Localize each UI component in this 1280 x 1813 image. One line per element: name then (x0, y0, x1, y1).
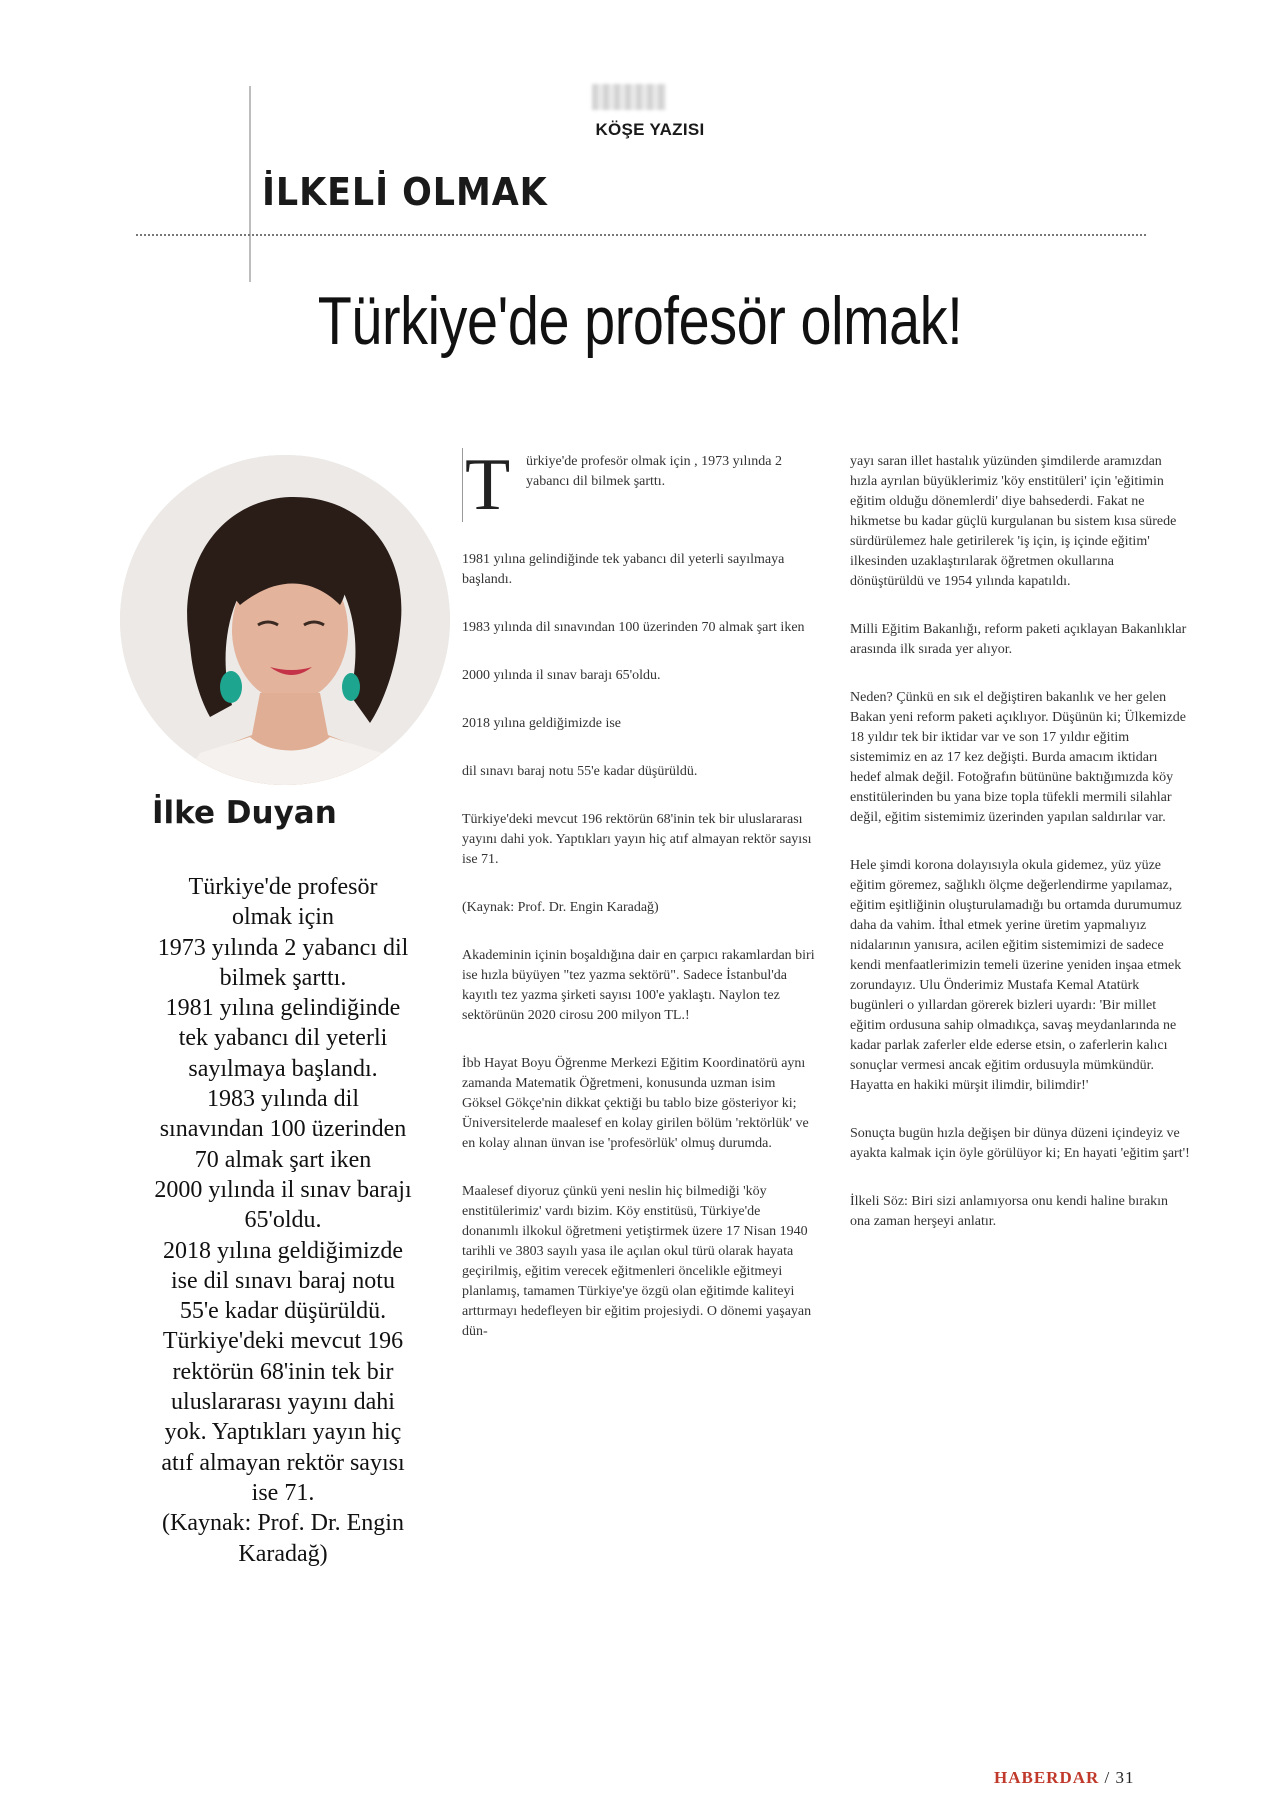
pull-quote-line: 70 almak şart iken (194, 1146, 372, 1173)
body-paragraph: Akademinin içinin boşaldığına dair en çarpıcı rakamlardan biri ise hızla büyüyen "tez yazma sektörü". Sadece İstanbul'da kayıtlı tez yazma şirketi sayısı 100'e yaklaştı. Naylon tez sektörünün 2020 cirosu 200 milyon TL.! (462, 948, 815, 1023)
author-photo (120, 455, 450, 785)
pull-quote-line: atıf almayan rektör sayısı (161, 1449, 405, 1476)
author-name: İlke Duyan (152, 795, 337, 831)
drop-cap: T (462, 448, 510, 522)
article-headline: Türkiye'de profesör olmak! (317, 283, 963, 359)
lead-paragraph (462, 444, 818, 526)
pull-quote-line: olmak için (232, 904, 334, 931)
magazine-brand: HABERDAR (994, 1768, 1100, 1787)
pull-quote-line: 1973 yılında 2 yabancı dil (157, 934, 409, 961)
article-column-2 (850, 452, 1190, 1232)
blurred-logo (592, 84, 666, 110)
pull-quote-line: 55'e kadar düşürüldü. (179, 1298, 387, 1325)
article-column-1 (462, 444, 818, 1342)
pull-quote-line: rektörün 68'inin tek bir (172, 1358, 394, 1385)
pull-quote-line: ise 71. (251, 1479, 315, 1506)
body-paragraph: Türkiye'deki mevcut 196 rektörün 68'inin tek bir uluslararası yayını dahi yok. Yaptıkları yayın hiç atıf almayan rektör sayısı ise 71. (462, 812, 812, 867)
dotted-divider (136, 234, 1146, 236)
pull-quote-line: tek yabancı dil yeterli (178, 1025, 388, 1052)
pull-quote-line: yok. Yaptıkları yayın hiç (164, 1419, 402, 1446)
body-paragraph: İbb Hayat Boyu Öğrenme Merkezi Eğitim Koordinatörü aynı zamanda Matematik Öğretmeni, konusunda uzman isim Göksel Gökçe'nin dikkat çektiği bu tablo bize gösteriyor ki; Üniversitelerde maalesef en kolay girilen bölüm 'rektörlük' ve en kolay alınan ünvan ise 'profesörlük' olmuş durumda. (462, 1056, 809, 1151)
column-name: İLKELİ OLMAK (262, 170, 548, 214)
body-paragraph: Hele şimdi korona dolayısıyla okula gidemez, yüz yüze eğitim göremez, sağlıklı ölçme değerlendirme yapılamaz, eğitim eşitliğinin oluşturulamadığı bu ortamda durumumuz daha da vahim. İthal etmek yerine üretim yapmalıyız nidalarının yanısıra, acilen eğitim sistemimizi de sadece kendi menfaatlerimizin temeli üzerine yeniden inşaa etmek zorundayız. Ulu Önderimiz Mustafa Kemal Atatürk bugünleri o yıllardan görerek bizleri uyardı: 'Bir millet eğitim ordusuna sahip olmadıkça, savaş meydanlarında ne kadar parlak zaferler elde ederse etsin, o zaferlerin kalıcı sonuçlar vermesi ancak eğitim ordusuyla mümkündür. Hayatta en hakiki mürşit ilimdir, bilimdir!' (850, 858, 1182, 1093)
lead-paragraph-text: ürkiye'de profesör olmak için , 1973 yılında 2 yabancı dil bilmek şarttı. (526, 454, 783, 489)
header-vertical-rule (249, 86, 251, 282)
pull-quote-line: sınavından 100 üzerinden (159, 1116, 407, 1143)
source-citation: (Kaynak: Prof. Dr. Engin Karadağ) (462, 900, 659, 915)
pull-quote-line: ise dil sınavı baraj notu (171, 1267, 395, 1294)
body-paragraph: 1981 yılına gelindiğinde tek yabancı dil yeterli sayılmaya başlandı. (462, 552, 785, 587)
page-number: 31 (1115, 1768, 1135, 1787)
pull-quote-line: Türkiye'deki mevcut 196 (162, 1328, 404, 1355)
footer-separator: / (1104, 1768, 1111, 1787)
pull-quote-line: uluslararası yayını dahi (171, 1389, 395, 1416)
pull-quote-line: 65'oldu. (244, 1207, 322, 1234)
pull-quote (118, 872, 448, 1569)
pull-quote-line: sayılmaya başlandı. (188, 1055, 378, 1082)
body-paragraph: yayı saran illet hastalık yüzünden şimdilerde aramızdan hızla ayrılan büyüklerimiz 'köy enstitüleri' için 'eğitimin eğitim olduğu dönemlerdi' diye bahsederdi. Fakat ne hikmetse bu kadar güçlü kurgulanan bu sistem kısa sürede sürdürülemez hale getirilerek 'iş için, iş içinde eğitim' ilkesinden uzaklaştırılarak öğretmen okullarına dönüştürüldü ve 1954 yılında kapatıldı. (850, 454, 1177, 589)
body-paragraph: 2000 yılında il sınav barajı 65'oldu. (462, 668, 661, 683)
body-paragraph: dil sınavı baraj notu 55'e kadar düşürüldü. (462, 764, 698, 779)
page-footer (994, 1768, 1135, 1788)
pull-quote-line: 1983 yılında dil (207, 1086, 359, 1113)
section-label: KÖŞE YAZISI (595, 120, 705, 139)
body-paragraph: Neden? Çünkü en sık el değiştiren bakanlık ve her gelen Bakan yeni reform paketi açıklıyor. Düşünün ki; Ülkemizde 18 yıldır tek bir iktidar var ve son 17 yıldır eğitim sistemimiz en az 17 kez değişti. Burda amacım iktidarı hedef almak değil. Fotoğrafın bütününe baktığımızda köy enstitülerinden bu yana bize topla tüfekli mermili silahlar değil, eğitim sistemimiz üzerinden yapılan saldırılar var. (850, 690, 1186, 825)
pull-quote-line: 2000 yılında il sınav barajı (154, 1176, 412, 1203)
body-paragraph: 2018 yılına geldiğimizde ise (462, 716, 622, 731)
body-paragraph: Sonuçta bugün hızla değişen bir dünya düzeni içindeyiz ve ayakta kalmak için öyle görülüyor ki; En hayati 'eğitim şart'! (850, 1126, 1190, 1161)
body-paragraph: Milli Eğitim Bakanlığı, reform paketi açıklayan Bakanlıklar arasında ilk sırada yer alıyor. (850, 622, 1187, 657)
pull-quote-line: bilmek şarttı. (219, 964, 347, 991)
pull-quote-line: Karadağ) (238, 1540, 328, 1567)
closing-quote: İlkeli Söz: Biri sizi anlamıyorsa onu kendi haline bırakın ona zaman herşeyi anlatır. (850, 1194, 1169, 1229)
author-portrait-illustration (120, 455, 450, 785)
pull-quote-line: (Kaynak: Prof. Dr. Engin (162, 1510, 404, 1537)
pull-quote-line: Türkiye'de profesör (188, 874, 378, 900)
pull-quote-line: 2018 yılına geldiğimizde (163, 1237, 403, 1264)
pull-quote-line: 1981 yılına gelindiğinde (165, 995, 401, 1022)
body-paragraph: 1983 yılında dil sınavından 100 üzerinden 70 almak şart iken (462, 620, 805, 635)
body-paragraph: Maalesef diyoruz çünkü yeni neslin hiç bilmediği 'köy enstitülerimiz' vardı bizim. Köy enstitüsü, Türkiye'de donanımlı ilkokul öğretmeni yetiştirmek üzere 17 Nisan 1940 tarihli ve 3803 sayılı yasa ile açılan okul türü olarak hayata geçirilmiş, eğitim verecek eğitmenleri öncelikle eğitmeyi planlamış, tamamen Türkiye'ye özgü olan eğitimde kaliteyi arttırmayı hedefleyen bir eğitim projesiydi. O dönemi yaşayan dün- (462, 1184, 812, 1339)
